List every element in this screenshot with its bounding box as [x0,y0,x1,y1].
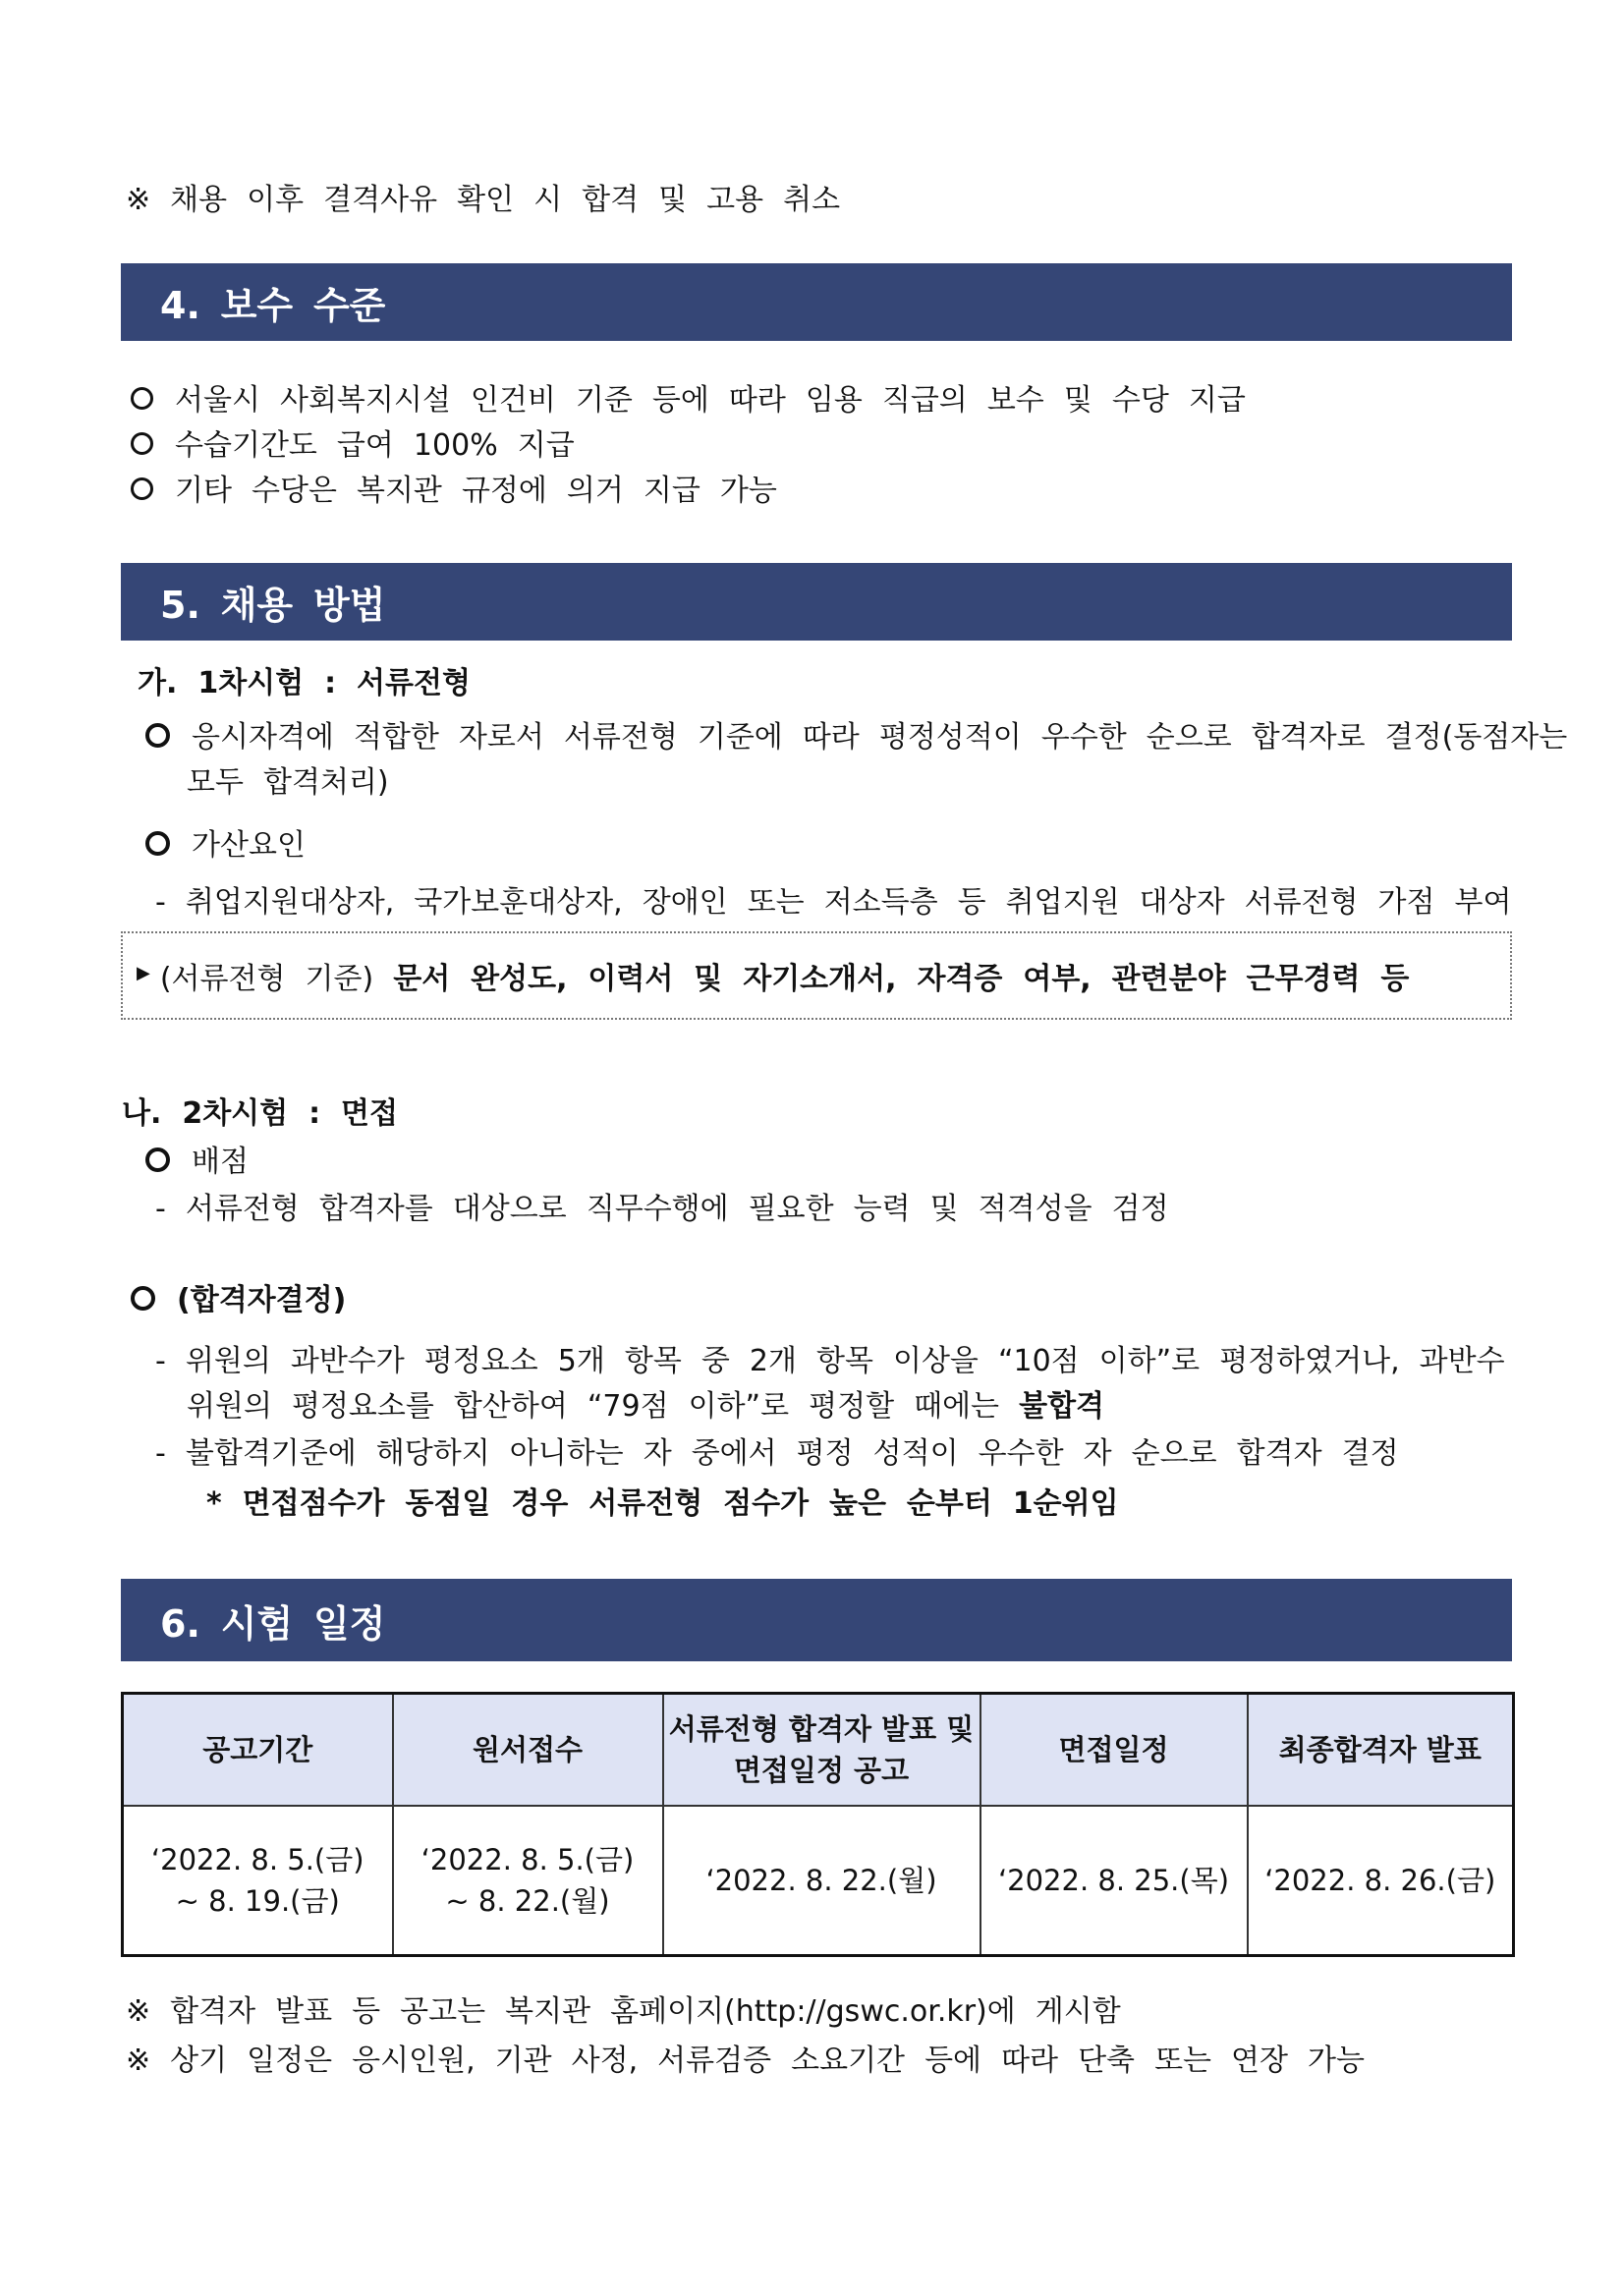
sec4-item-2-text: 수습기간도 급여 100% 지급 [175,428,575,463]
criteria-prefix: (서류전형 기준) [159,962,374,996]
decision-line-2 [187,1381,1104,1425]
td-application-end: ~ 8. 22.(월) [445,1884,610,1918]
td-application-start: ‘2022. 8. 5.(금) [420,1842,635,1876]
th-document-result-l1: 서류전형 합격자 발표 및 [668,1711,975,1746]
bullet-circle-icon [131,1286,155,1311]
th-final-result: 최종합격자 발표 [1248,1694,1514,1807]
decision-line-1: - 위원의 과반수가 평정요소 5개 항목 중 2개 항목 이상을 “10점 이하”로 평정하였거나, 과반수 [155,1344,1505,1378]
bullet-circle-icon [145,723,170,748]
section-5-header: 5. 채용 방법 [121,563,1512,641]
decision-heading [131,1275,346,1318]
td-announcement-start: ‘2022. 8. 5.(금) [150,1842,364,1876]
td-announcement-period [123,1806,393,1956]
top-note: ※ 채용 이후 결격사유 확인 시 합격 및 고용 취소 [126,183,841,217]
sec4-item-2 [131,420,575,464]
schedule-header-row [123,1694,1514,1807]
th-document-result [663,1694,980,1807]
sec5-b-item-text: 배점 [192,1145,249,1179]
bullet-circle-icon [131,477,153,500]
sec5-b-heading: 나. 2차시험 : 면접 [122,1096,398,1131]
sec5-b-item-sub: - 서류전형 합격자를 대상으로 직무수행에 필요한 능력 및 적격성을 검정 [155,1192,1169,1226]
sec5-a-item-2-text: 가산요인 [192,828,306,863]
th-application: 원서접수 [393,1694,663,1807]
schedule-table [121,1692,1515,1957]
td-interview: ‘2022. 8. 25.(목) [980,1806,1248,1956]
sec4-item-3 [131,466,777,509]
triangle-right-icon: ▶ [137,962,150,983]
sec5-a-item-1-cont: 모두 합격처리) [187,765,389,800]
bullet-circle-icon [145,1148,170,1172]
th-announcement-period: 공고기간 [123,1694,393,1807]
td-application [393,1806,663,1956]
th-interview: 면접일정 [980,1694,1248,1807]
sec5-a-item-2-sub: - 취업지원대상자, 국가보훈대상자, 장애인 또는 저소득층 등 취업지원 대상자 서류전형 가점 부여 [155,885,1512,920]
bullet-circle-icon [131,432,153,455]
sec6-note-2: ※ 상기 일정은 응시인원, 기관 사정, 서류검증 소요기간 등에 따라 단축 또는 연장 가능 [126,2043,1366,2078]
sec5-a-heading: 가. 1차시험 : 서류전형 [138,666,471,700]
sec5-a-item-1 [145,712,1567,756]
sec5-a-item-2 [145,820,306,864]
decision-heading-text: (합격자결정) [177,1283,347,1317]
bullet-circle-icon [131,387,153,410]
sec4-item-1-text: 서울시 사회복지시설 인건비 기준 등에 따라 임용 직급의 보수 및 수당 지급 [175,383,1246,418]
sec5-a-item-1-text: 응시자격에 적합한 자로서 서류전형 기준에 따라 평정성적이 우수한 순으로 합격자로 결정(동점자는 [192,720,1568,755]
sec5-b-item [145,1137,249,1180]
schedule-data-row [123,1806,1514,1956]
decision-line-2-text: 위원의 평정요소를 합산하여 “79점 이하”로 평정할 때에는 [187,1389,1000,1424]
td-final-result: ‘2022. 8. 26.(금) [1248,1806,1514,1956]
decision-note: * 면접점수가 동점일 경우 서류전형 점수가 높은 순부터 1순위임 [206,1486,1119,1521]
section-4-header: 4. 보수 수준 [121,263,1512,341]
sec4-item-3-text: 기타 수당은 복지관 규정에 의거 지급 가능 [175,474,777,508]
decision-line-3: - 불합격기준에 해당하지 아니하는 자 중에서 평정 성적이 우수한 자 순으로 합격자 결정 [155,1436,1399,1471]
decision-fail-text: 불합격 [1019,1389,1105,1424]
criteria-box [121,931,1512,1020]
section-6-header: 6. 시험 일정 [121,1579,1512,1661]
td-document-result: ‘2022. 8. 22.(월) [663,1806,980,1956]
sec4-item-1 [131,375,1246,419]
bullet-circle-icon [145,831,170,856]
td-announcement-end: ~ 8. 19.(금) [175,1884,340,1918]
criteria-text: 문서 완성도, 이력서 및 자기소개서, 자격증 여부, 관련분야 근무경력 등 [393,962,1410,996]
sec6-note-1: ※ 합격자 발표 등 공고는 복지관 홈페이지(http://gswc.or.kr)에 게시함 [126,1994,1121,2029]
th-document-result-l2: 면접일정 공고 [733,1754,910,1787]
